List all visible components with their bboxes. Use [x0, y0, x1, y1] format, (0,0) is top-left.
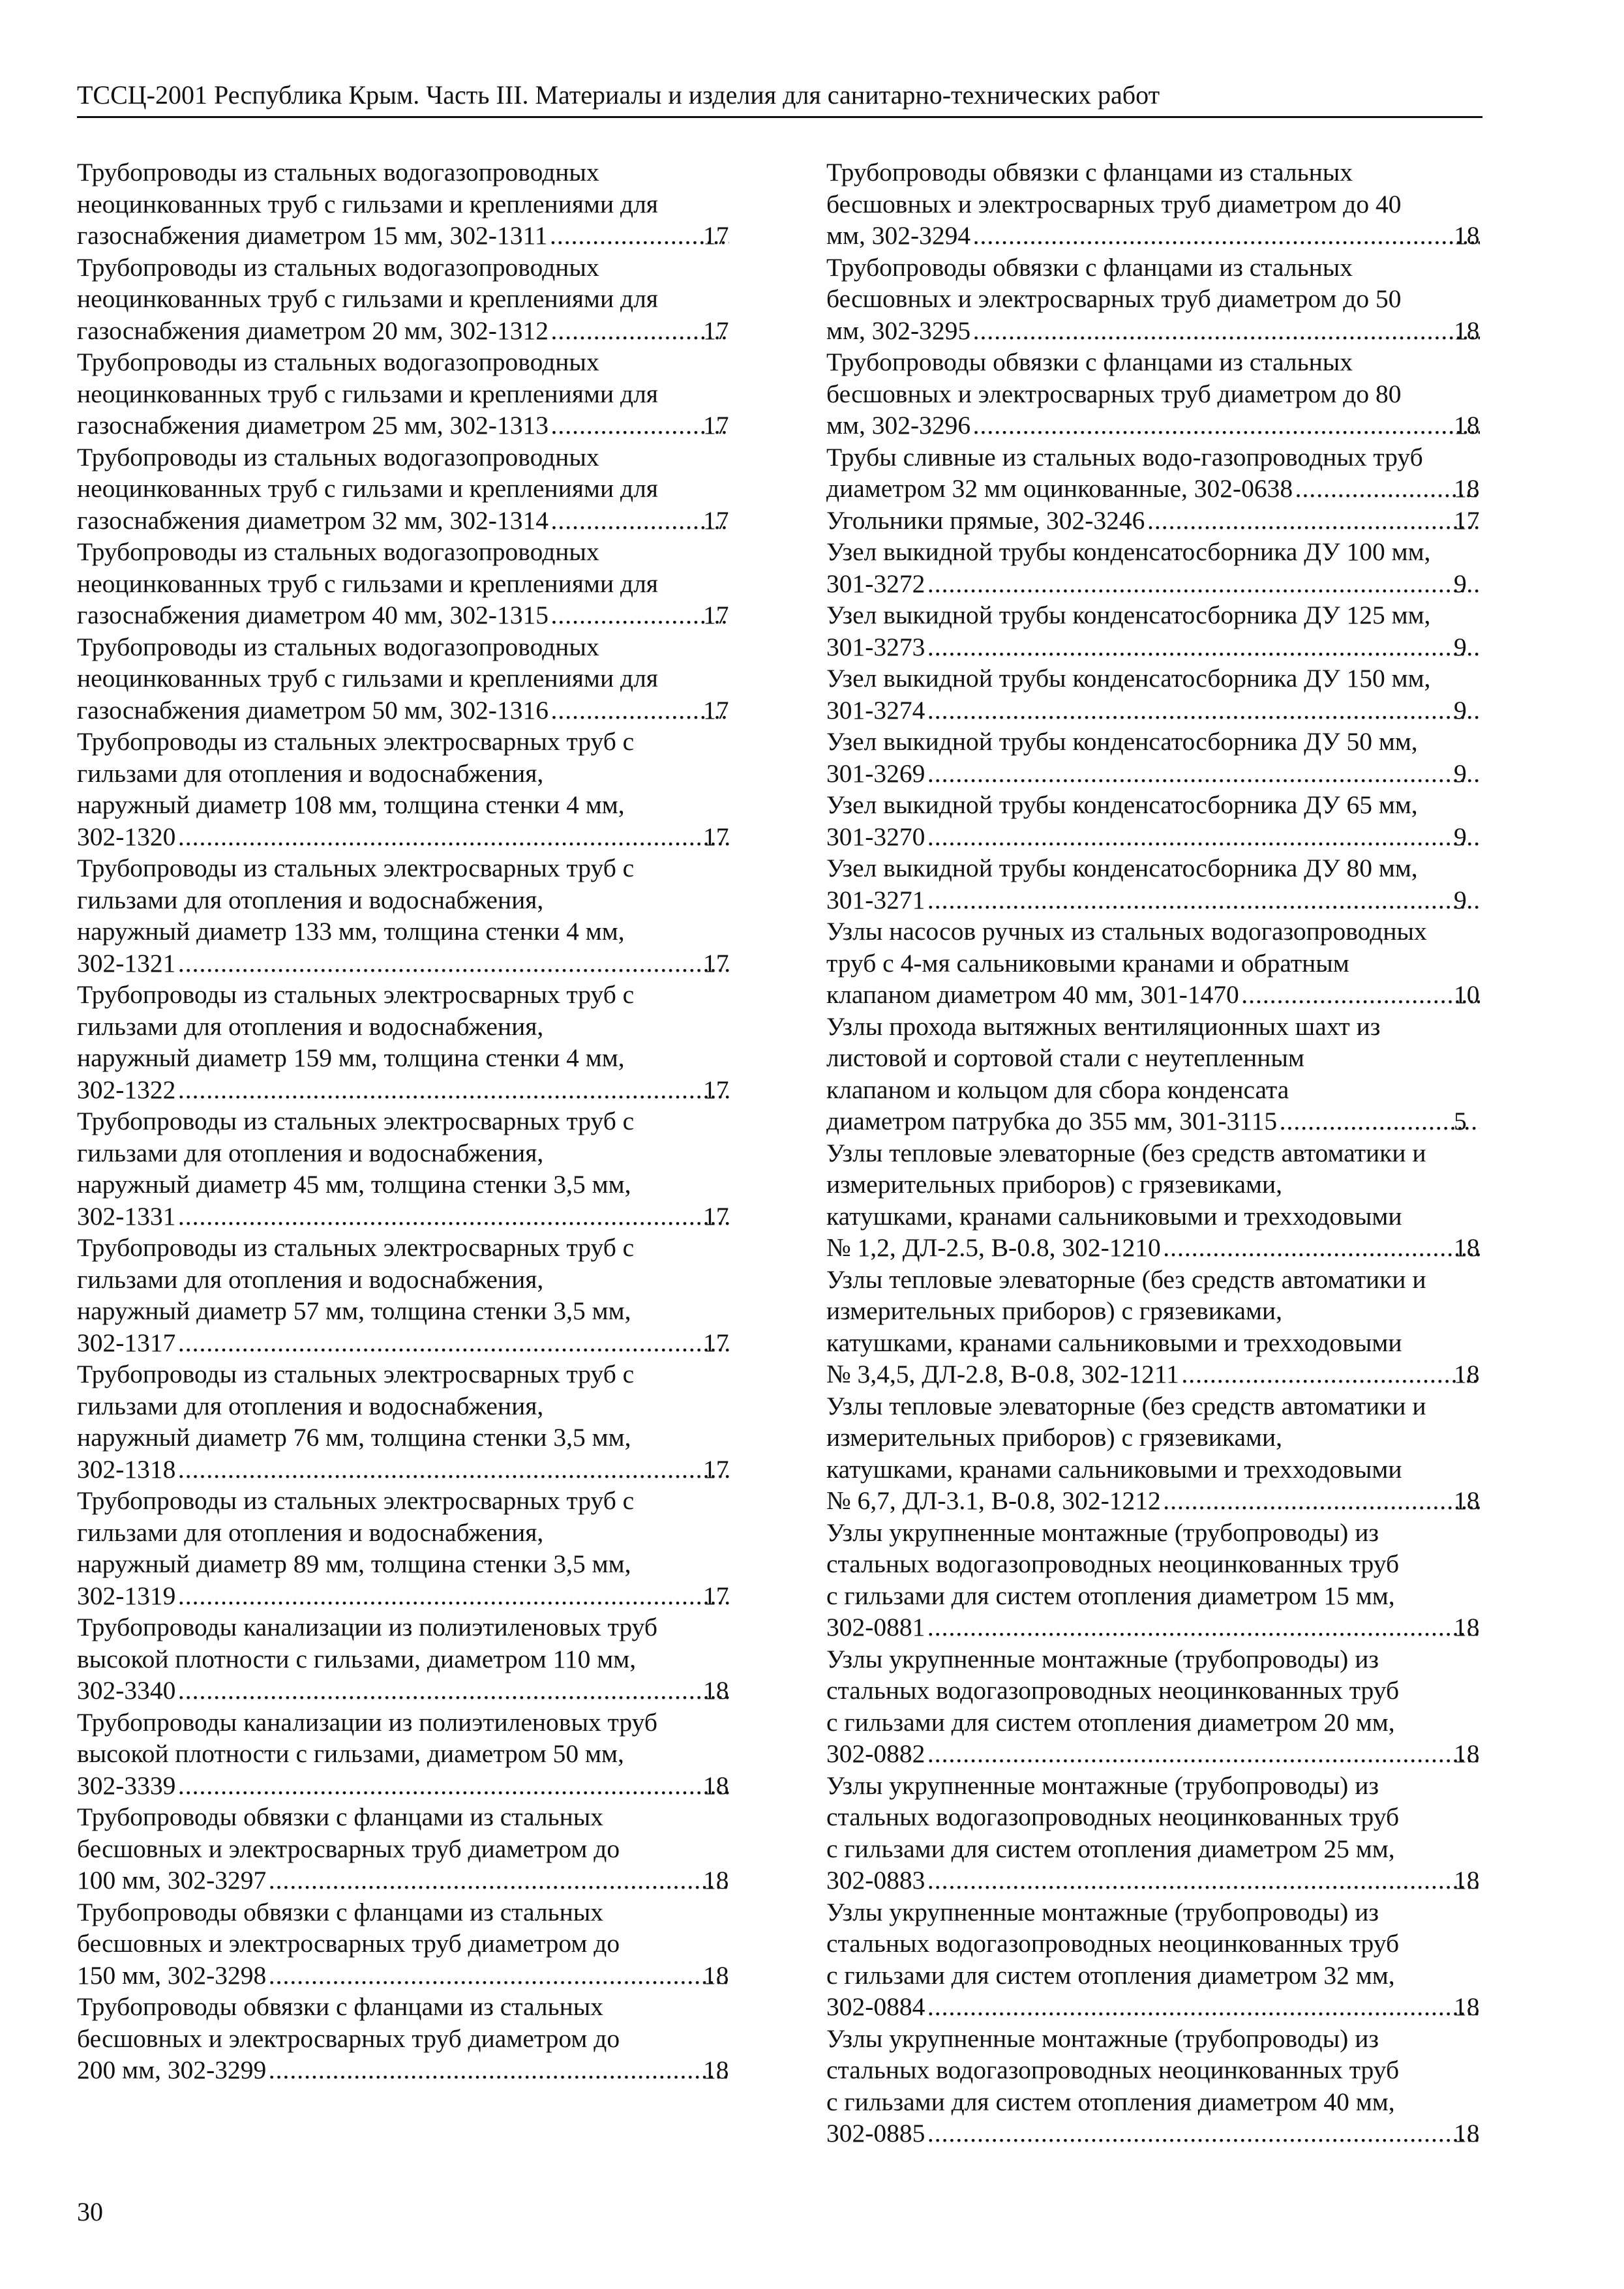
entry-code: 150 мм, 302-3298 — [77, 1960, 267, 1990]
index-entry — [826, 252, 1481, 347]
index-entry — [826, 1264, 1481, 1390]
entry-text-line: Узел выкидной трубы конденсатосборника ДУ 80 мм, — [826, 854, 1418, 882]
entry-text-line: Трубопроводы обвязки с фланцами из стальных — [826, 348, 1353, 376]
entry-code: 302-1319 — [77, 1581, 176, 1610]
dot-leader — [550, 599, 729, 631]
entry-text-line: Трубопроводы из стальных электросварных труб с — [77, 1107, 635, 1135]
index-entry — [77, 157, 730, 252]
dot-leader — [1294, 473, 1480, 505]
entry-code: 301-3272 — [826, 569, 925, 598]
entry-code: № 3,4,5, ДЛ-2.8, В-0.8, 302-1211 — [826, 1360, 1179, 1388]
entry-text-line: наружный диаметр 57 мм, толщина стенки 3,5 мм, — [77, 1296, 631, 1325]
entry-last-line: диаметром патрубка до 355 мм, 301-3115 ..... 5 — [854, 1105, 1481, 1137]
entry-text-line: Трубопроводы обвязки с фланцами из стальных — [826, 158, 1353, 187]
index-entry — [826, 852, 1481, 916]
dot-leader — [549, 220, 730, 252]
entry-text-line: Трубопроводы из стальных электросварных труб с — [77, 1360, 635, 1388]
dot-leader — [972, 315, 1480, 347]
index-entry — [77, 1485, 730, 1611]
entry-code: 301-3274 — [826, 695, 925, 725]
entry-text-line: бесшовных и электросварных труб диаметром до — [77, 2024, 620, 2053]
entry-text-line: неоцинкованных труб с гильзами и креплениями для — [77, 569, 658, 598]
entry-text-line: бесшовных и электросварных труб диаметром до — [77, 1929, 620, 1958]
entry-text-line: с гильзами для систем отопления диаметром 20 мм, — [826, 1707, 1395, 1737]
index-entry — [826, 1517, 1481, 1643]
entry-last-line: газоснабжения диаметром 32 мм, 302-1314 ..... 17 — [104, 505, 730, 537]
entry-text-line: гильзами для отопления и водоснабжения, — [77, 758, 544, 788]
entry-text-line: гильзами для отопления и водоснабжения, — [77, 885, 544, 914]
entry-code: газоснабжения диаметром 20 мм, 302-1312 — [77, 316, 549, 345]
entry-last-line: 301-3269 ..... 9 — [854, 758, 1481, 790]
dot-leader — [177, 821, 729, 853]
entry-code: 302-1321 — [77, 948, 176, 978]
entry-text-line: Узел выкидной трубы конденсатосборника ДУ 50 мм, — [826, 727, 1418, 756]
dot-leader — [926, 695, 1480, 726]
entry-last-line: № 6,7, ДЛ-3.1, В-0.8, 302-1212 ..... 18 — [854, 1485, 1481, 1517]
index-entry — [826, 789, 1481, 852]
index-entry — [826, 1770, 1481, 1896]
dot-leader — [177, 1675, 729, 1707]
entry-text-line: с гильзами для систем отопления диаметром 15 мм, — [826, 1581, 1395, 1610]
entry-code: 302-1317 — [77, 1328, 176, 1357]
entry-last-line: 301-3273 ..... 9 — [854, 631, 1481, 663]
dot-leader — [926, 1738, 1480, 1770]
entry-text-line: измерительных приборов) с грязевиками, — [826, 1423, 1283, 1452]
entry-text-line: труб с 4-мя сальниковыми кранами и обратным — [826, 948, 1349, 978]
entry-text-line: Трубопроводы из стальных водогазопроводных — [77, 252, 599, 282]
entry-last-line: газоснабжения диаметром 15 мм, 302-1311 ..... 17 — [104, 220, 730, 252]
dot-leader — [267, 1864, 729, 1896]
index-entry — [826, 346, 1481, 441]
entry-text-line: листовой и сортовой стали с неутепленным — [826, 1043, 1304, 1072]
running-header: ТССЦ-2001 Республика Крым. Часть III. Материалы и изделия для санитарно-технических работ — [77, 77, 1482, 118]
dot-leader — [1180, 1358, 1480, 1390]
entry-last-line: мм, 302-3295 ..... 18 — [854, 315, 1481, 347]
dot-leader — [1278, 1105, 1480, 1137]
dot-leader — [550, 315, 729, 347]
entry-last-line: газоснабжения диаметром 20 мм, 302-1312 ..... 17 — [104, 315, 730, 347]
entry-text-line: Трубопроводы обвязки с фланцами из стальных — [77, 1992, 604, 2021]
entry-code: 302-0885 — [826, 2119, 925, 2147]
index-entry — [77, 1991, 730, 2086]
entry-text-line: стальных водогазопроводных неоцинкованных труб — [826, 1549, 1400, 1578]
dot-leader — [177, 1454, 729, 1486]
index-entry — [77, 1232, 730, 1358]
entry-code: 302-1320 — [77, 822, 176, 851]
dot-leader — [926, 1611, 1480, 1643]
entry-text-line: Трубопроводы канализации из полиэтиленовых труб — [77, 1613, 657, 1641]
dot-leader — [926, 1864, 1480, 1896]
index-entry — [826, 663, 1481, 726]
index-column-right — [826, 157, 1481, 2149]
entry-text-line: гильзами для отопления и водоснабжения, — [77, 1391, 544, 1420]
entry-text-line: Узел выкидной трубы конденсатосборника ДУ 125 мм, — [826, 601, 1431, 629]
index-entry — [77, 536, 730, 631]
dot-leader — [177, 1580, 729, 1612]
entry-code: 302-0881 — [826, 1613, 925, 1641]
entry-text-line: Трубопроводы из стальных электросварных труб с — [77, 1233, 635, 1262]
entry-code: диаметром патрубка до 355 мм, 301-3115 — [826, 1107, 1278, 1135]
entry-last-line: 301-3270 ..... 9 — [854, 821, 1481, 853]
entry-code: 200 мм, 302-3299 — [77, 2056, 267, 2084]
entry-code: 302-0884 — [826, 1992, 925, 2021]
entry-last-line: 100 мм, 302-3297 ..... 18 — [104, 1864, 730, 1896]
entry-text-line: гильзами для отопления и водоснабжения, — [77, 1518, 544, 1547]
dot-leader — [926, 1991, 1480, 2023]
dot-leader — [1162, 1232, 1480, 1264]
entry-code: 302-1331 — [77, 1201, 176, 1231]
dot-leader — [550, 410, 729, 441]
entry-text-line: Узел выкидной трубы конденсатосборника ДУ 65 мм, — [826, 790, 1418, 819]
entry-text-line: Трубопроводы из стальных электросварных труб с — [77, 854, 635, 882]
entry-last-line: 150 мм, 302-3298 ..... 18 — [104, 1960, 730, 1992]
entry-last-line: 302-1321 ..... 17 — [104, 948, 730, 980]
entry-text-line: Узлы укрупненные монтажные (трубопроводы) из — [826, 1644, 1379, 1673]
entry-text-line: с гильзами для систем отопления диаметром 25 мм, — [826, 1834, 1395, 1863]
index-entry — [826, 2023, 1481, 2149]
entry-text-line: Узлы укрупненные монтажные (трубопроводы) из — [826, 1518, 1379, 1547]
entry-last-line: 302-1318 ..... 17 — [104, 1454, 730, 1486]
dot-leader — [972, 220, 1480, 252]
entry-text-line: измерительных приборов) с грязевиками, — [826, 1170, 1283, 1199]
entry-last-line: Угольники прямые, 302-3246 ..... 17 — [854, 505, 1481, 537]
entry-last-line: 301-3274 ..... 9 — [854, 695, 1481, 726]
entry-text-line: стальных водогазопроводных неоцинкованных труб — [826, 1803, 1400, 1831]
entry-code: Угольники прямые, 302-3246 — [826, 505, 1145, 535]
entry-text-line: неоцинкованных труб с гильзами и креплениями для — [77, 664, 658, 693]
entry-last-line: 301-3272 ..... 9 — [854, 568, 1481, 600]
dot-leader — [177, 1770, 729, 1802]
dot-leader — [1241, 979, 1480, 1011]
entry-last-line: газоснабжения диаметром 50 мм, 302-1316 ..... 17 — [104, 695, 730, 726]
entry-text-line: Узлы тепловые элеваторные (без средств автоматики и — [826, 1264, 1426, 1294]
entry-last-line: 302-0885 ..... 18 — [854, 2117, 1481, 2149]
entry-text-line: Трубы сливные из стальных водо-газопроводных труб — [826, 442, 1423, 471]
entry-text-line: Узлы насосов ручных из стальных водогазопроводных — [826, 917, 1427, 946]
entry-text-line: Трубопроводы из стальных водогазопроводных — [77, 158, 599, 187]
entry-text-line: Трубопроводы из стальных водогазопроводных — [77, 632, 599, 661]
index-entry — [826, 916, 1481, 1011]
entry-text-line: бесшовных и электросварных труб диаметром до — [77, 1834, 620, 1863]
entry-code: 302-0883 — [826, 1866, 925, 1894]
entry-text-line: Трубопроводы из стальных водогазопроводных — [77, 537, 599, 566]
entry-text-line: бесшовных и электросварных труб диаметром до 40 — [826, 189, 1402, 218]
index-entry — [77, 852, 730, 979]
entry-code: 301-3273 — [826, 632, 925, 661]
index-entry — [77, 726, 730, 852]
entry-text-line: Трубопроводы обвязки с фланцами из стальных — [77, 1803, 604, 1831]
entry-code: 302-3340 — [77, 1676, 176, 1705]
entry-code: 301-3269 — [826, 758, 925, 788]
entry-text-line: Узел выкидной трубы конденсатосборника ДУ 150 мм, — [826, 664, 1431, 693]
entry-code: 301-3270 — [826, 822, 925, 851]
entry-text-line: Трубопроводы из стальных электросварных труб с — [77, 727, 635, 756]
entry-last-line: мм, 302-3296 ..... 18 — [854, 410, 1481, 441]
entry-text-line: Трубопроводы из стальных водогазопроводных — [77, 442, 599, 471]
entry-text-line: гильзами для отопления и водоснабжения, — [77, 1011, 544, 1041]
dot-leader — [550, 695, 729, 726]
entry-last-line: 302-1322 ..... 17 — [104, 1074, 730, 1106]
entry-text-line: стальных водогазопроводных неоцинкованных труб — [826, 2056, 1400, 2084]
entry-text-line: неоцинкованных труб с гильзами и креплениями для — [77, 189, 658, 218]
entry-text-line: Трубопроводы канализации из полиэтиленовых труб — [77, 1707, 657, 1737]
entry-last-line: газоснабжения диаметром 40 мм, 302-1315 ..... 17 — [104, 599, 730, 631]
index-entry — [77, 252, 730, 347]
entry-last-line: 302-0883 ..... 18 — [854, 1864, 1481, 1896]
dot-leader — [177, 1201, 729, 1233]
entry-code: газоснабжения диаметром 25 мм, 302-1313 — [77, 411, 549, 440]
index-entry — [77, 1707, 730, 1802]
dot-leader — [926, 631, 1480, 663]
entry-text-line: Узлы тепловые элеваторные (без средств автоматики и — [826, 1391, 1426, 1420]
entry-code: мм, 302-3296 — [826, 411, 971, 440]
entry-text-line: неоцинкованных труб с гильзами и креплениями для — [77, 379, 658, 408]
entry-last-line: № 3,4,5, ДЛ-2.8, В-0.8, 302-1211 ..... 18 — [854, 1358, 1481, 1390]
entry-code: 302-1318 — [77, 1454, 176, 1484]
entry-text-line: высокой плотности с гильзами, диаметром 110 мм, — [77, 1644, 637, 1673]
entry-text-line: наружный диаметр 133 мм, толщина стенки 4 мм, — [77, 917, 625, 946]
entry-code: газоснабжения диаметром 32 мм, 302-1314 — [77, 505, 549, 535]
index-entry — [826, 1896, 1481, 2023]
dot-leader — [972, 410, 1480, 441]
entry-last-line: № 1,2, ДЛ-2.5, В-0.8, 302-1210 ..... 18 — [854, 1232, 1481, 1264]
dot-leader — [550, 505, 729, 537]
index-column-left — [77, 157, 730, 2086]
entry-text-line: неоцинкованных труб с гильзами и креплениями для — [77, 474, 658, 503]
dot-leader — [926, 884, 1480, 916]
entry-code: № 6,7, ДЛ-3.1, В-0.8, 302-1212 — [826, 1486, 1161, 1515]
index-entry — [77, 1896, 730, 1992]
entry-text-line: наружный диаметр 76 мм, толщина стенки 3,5 мм, — [77, 1423, 631, 1452]
index-entry — [77, 1801, 730, 1896]
entry-text-line: гильзами для отопления и водоснабжения, — [77, 1138, 544, 1167]
entry-code: мм, 302-3294 — [826, 221, 971, 250]
index-entry — [77, 346, 730, 441]
dot-leader — [926, 2117, 1480, 2149]
entry-code: 302-1322 — [77, 1075, 176, 1104]
dot-leader — [1162, 1485, 1480, 1517]
entry-text-line: Узлы укрупненные монтажные (трубопроводы) из — [826, 1771, 1379, 1800]
entry-text-line: с гильзами для систем отопления диаметром 40 мм, — [826, 2087, 1395, 2116]
entry-text-line: катушками, кранами сальниковыми и трехходовыми — [826, 1201, 1402, 1231]
index-entry — [77, 441, 730, 537]
entry-last-line: 302-1331 ..... 17 — [104, 1201, 730, 1233]
dot-leader — [177, 1327, 729, 1359]
index-entry — [77, 979, 730, 1105]
dot-leader — [1146, 505, 1480, 537]
entry-last-line: 302-3340 ..... 18 — [104, 1675, 730, 1707]
dot-leader — [267, 2054, 729, 2086]
entry-last-line: мм, 302-3294 ..... 18 — [854, 220, 1481, 252]
entry-text-line: с гильзами для систем отопления диаметром 32 мм, — [826, 1960, 1395, 1990]
dot-leader — [177, 1074, 729, 1106]
index-entry — [826, 505, 1481, 537]
entry-text-line: Узел выкидной трубы конденсатосборника ДУ 100 мм, — [826, 537, 1431, 566]
entry-text-line: наружный диаметр 45 мм, толщина стенки 3,5 мм, — [77, 1170, 631, 1199]
entry-last-line: 200 мм, 302-3299 ..... 18 — [104, 2054, 730, 2086]
entry-last-line: 302-0884 ..... 18 — [854, 1991, 1481, 2023]
index-entry — [826, 1011, 1481, 1137]
entry-last-line: 302-1320 ..... 17 — [104, 821, 730, 853]
entry-text-line: бесшовных и электросварных труб диаметром до 50 — [826, 284, 1402, 313]
entry-code: № 1,2, ДЛ-2.5, В-0.8, 302-1210 — [826, 1233, 1161, 1262]
entry-text-line: Трубопроводы из стальных электросварных труб с — [77, 1486, 635, 1515]
index-entry — [826, 599, 1481, 663]
entry-text-line: неоцинкованных труб с гильзами и креплениями для — [77, 284, 658, 313]
index-entry — [77, 1358, 730, 1485]
entry-code: 100 мм, 302-3297 — [77, 1866, 267, 1894]
entry-code: 301-3271 — [826, 885, 925, 914]
entry-text-line: наружный диаметр 159 мм, толщина стенки 4 мм, — [77, 1043, 625, 1072]
entry-text-line: Трубопроводы обвязки с фланцами из стальных — [826, 252, 1353, 282]
entry-last-line: диаметром 32 мм оцинкованные, 302-0638 ..... 18 — [854, 473, 1481, 505]
dot-leader — [926, 821, 1480, 853]
entry-code: мм, 302-3295 — [826, 316, 971, 345]
page-number: 30 — [77, 2197, 103, 2226]
dot-leader — [926, 758, 1480, 790]
entry-text-line: наружный диаметр 89 мм, толщина стенки 3,5 мм, — [77, 1549, 631, 1578]
dot-leader — [926, 568, 1480, 600]
entry-text-line: стальных водогазопроводных неоцинкованных труб — [826, 1929, 1400, 1958]
index-entry — [826, 441, 1481, 505]
entry-text-line: Трубопроводы из стальных водогазопроводных — [77, 348, 599, 376]
index-entry — [77, 1105, 730, 1232]
entry-last-line: 302-1319 ..... 17 — [104, 1580, 730, 1612]
entry-last-line: газоснабжения диаметром 25 мм, 302-1313 ..... 17 — [104, 410, 730, 441]
entry-code: газоснабжения диаметром 40 мм, 302-1315 — [77, 601, 549, 629]
entry-text-line: Узлы укрупненные монтажные (трубопроводы) из — [826, 1897, 1379, 1926]
index-entry — [826, 726, 1481, 789]
index-entry — [826, 1137, 1481, 1264]
entry-code: диаметром 32 мм оцинкованные, 302-0638 — [826, 474, 1293, 503]
dot-leader — [177, 948, 729, 980]
index-entry — [77, 1611, 730, 1707]
entry-last-line: клапаном диаметром 40 мм, 301-1470 ..... 10 — [854, 979, 1481, 1011]
entry-last-line: 302-0881 ..... 18 — [854, 1611, 1481, 1643]
entry-text-line: измерительных приборов) с грязевиками, — [826, 1296, 1283, 1325]
entry-last-line: 302-3339 ..... 18 — [104, 1770, 730, 1802]
entry-text-line: катушками, кранами сальниковыми и трехходовыми — [826, 1328, 1402, 1357]
entry-code: 302-0882 — [826, 1739, 925, 1768]
entry-text-line: клапаном и кольцом для сбора конденсата — [826, 1075, 1289, 1104]
entry-text-line: Узлы прохода вытяжных вентиляционных шахт из — [826, 1011, 1381, 1041]
entry-text-line: Трубопроводы обвязки с фланцами из стальных — [77, 1897, 604, 1926]
entry-text-line: стальных водогазопроводных неоцинкованных труб — [826, 1676, 1400, 1705]
entry-code: клапаном диаметром 40 мм, 301-1470 — [826, 980, 1239, 1009]
index-entry — [826, 157, 1481, 252]
entry-text-line: высокой плотности с гильзами, диаметром 50 мм, — [77, 1739, 624, 1768]
entry-last-line: 301-3271 ..... 9 — [854, 884, 1481, 916]
entry-code: газоснабжения диаметром 15 мм, 302-1311 — [77, 221, 548, 250]
entry-text-line: Узлы тепловые элеваторные (без средств автоматики и — [826, 1138, 1426, 1167]
index-entry — [826, 1390, 1481, 1517]
entry-text-line: наружный диаметр 108 мм, толщина стенки 4 мм, — [77, 790, 625, 819]
entry-text-line: Трубопроводы из стальных электросварных труб с — [77, 980, 635, 1009]
dot-leader — [267, 1960, 729, 1992]
entry-last-line: 302-1317 ..... 17 — [104, 1327, 730, 1359]
entry-code: 302-3339 — [77, 1771, 176, 1800]
entry-text-line: гильзами для отопления и водоснабжения, — [77, 1264, 544, 1294]
index-entry — [826, 1643, 1481, 1770]
entry-code: газоснабжения диаметром 50 мм, 302-1316 — [77, 695, 549, 725]
index-entry — [77, 631, 730, 726]
entry-text-line: Узлы укрупненные монтажные (трубопроводы) из — [826, 2024, 1379, 2053]
index-entry — [826, 536, 1481, 599]
entry-last-line: 302-0882 ..... 18 — [854, 1738, 1481, 1770]
entry-text-line: катушками, кранами сальниковыми и трехходовыми — [826, 1454, 1402, 1484]
entry-text-line: бесшовных и электросварных труб диаметром до 80 — [826, 379, 1402, 408]
